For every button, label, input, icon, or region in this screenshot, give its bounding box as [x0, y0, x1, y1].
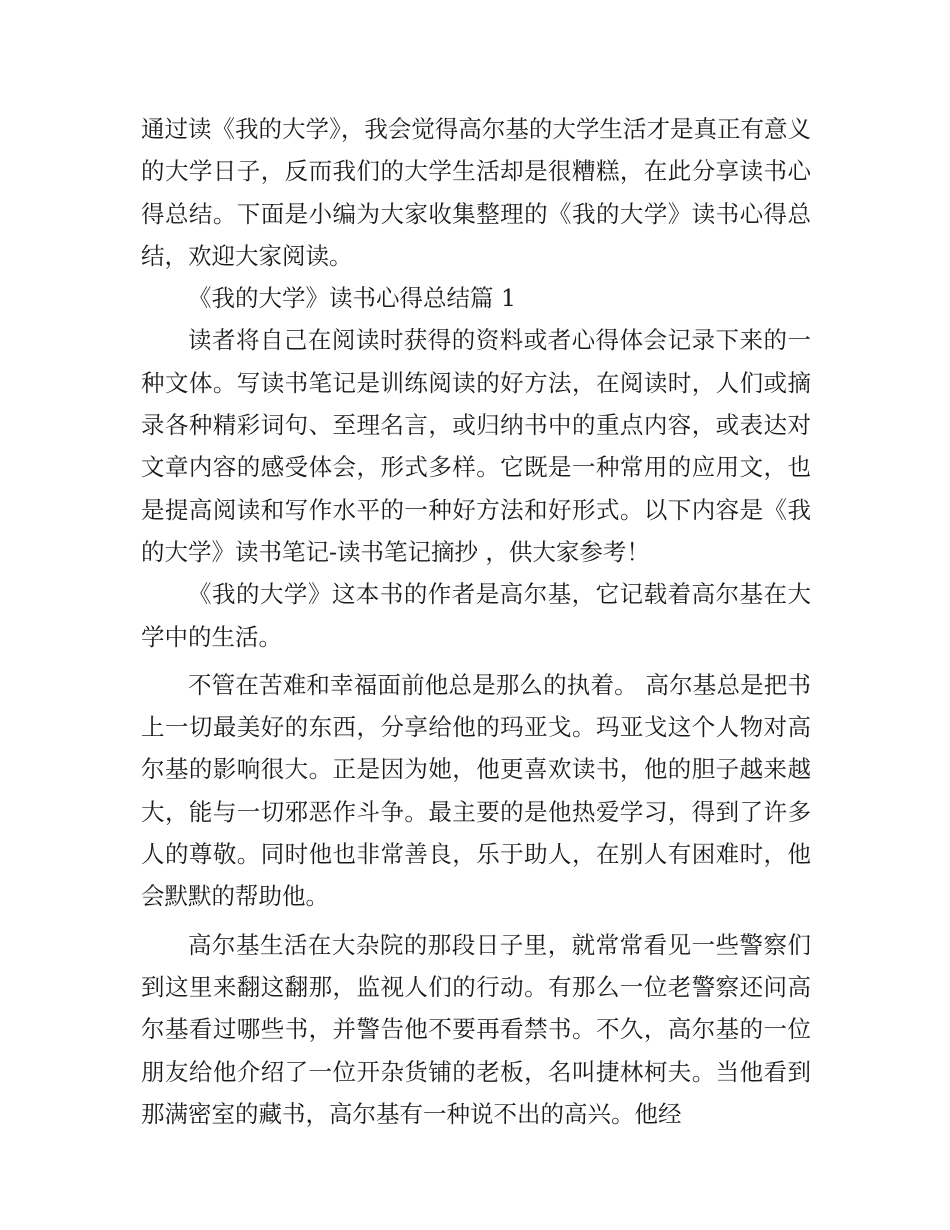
body-paragraph-1: 读者将自己在阅读时获得的资料或者心得体会记录下来的一种文体。写读书笔记是训练阅读的好方法，在阅读时，人们或摘录各种精彩词句、至理名言，或归纳书中的重点内容，或表达对文章内容的感受体会，形式多样。它既是一种常用的应用文，也是提高阅读和写作水平的一种好方法和好形式。以下内容是《我的大学》读书笔记-读书笔记摘抄 ，供大家参考！ — [141, 326, 811, 566]
section-title: 《我的大学》读书心得总结篇 1 — [188, 284, 516, 313]
body-paragraph-2: 《我的大学》这本书的作者是高尔基，它记载着高尔基在大学中的生活。 — [141, 580, 811, 651]
body-paragraph-3: 不管在苦难和幸福面前他总是那么的执着。 高尔基总是把书上一切最美好的东西，分享给他的玛亚戈。玛亚戈这个人物对高尔基的影响很大。正是因为她，他更喜欢读书，他的胆子越来越大，能与一切邪恶作斗争。最主要的是他热爱学习，得到了许多人的尊敬。同时他也非常善良，乐于助人，在别人有困难时，他会默默的帮助他。 — [141, 670, 811, 911]
intro-paragraph: 通过读《我的大学》，我会觉得高尔基的大学生活才是真正有意义的大学日子，反而我们的大学生活却是很糟糕，在此分享读书心得总结。下面是小编为大家收集整理的《我的大学》读书心得总结，欢迎大家阅读。 — [141, 115, 811, 270]
document-page — [141, 108, 811, 1135]
body-paragraph-4: 高尔基生活在大杂院的那段日子里，就常常看见一些警察们到这里来翻这翻那，监视人们的行动。有那么一位老警察还问高尔基看过哪些书，并警告他不要再看禁书。不久，高尔基的一位朋友给他介绍了一位开杂货铺的老板，名叫捷林柯夫。当他看到那满密室的藏书，高尔基有一种说不出的高兴。他经 — [141, 930, 811, 1128]
